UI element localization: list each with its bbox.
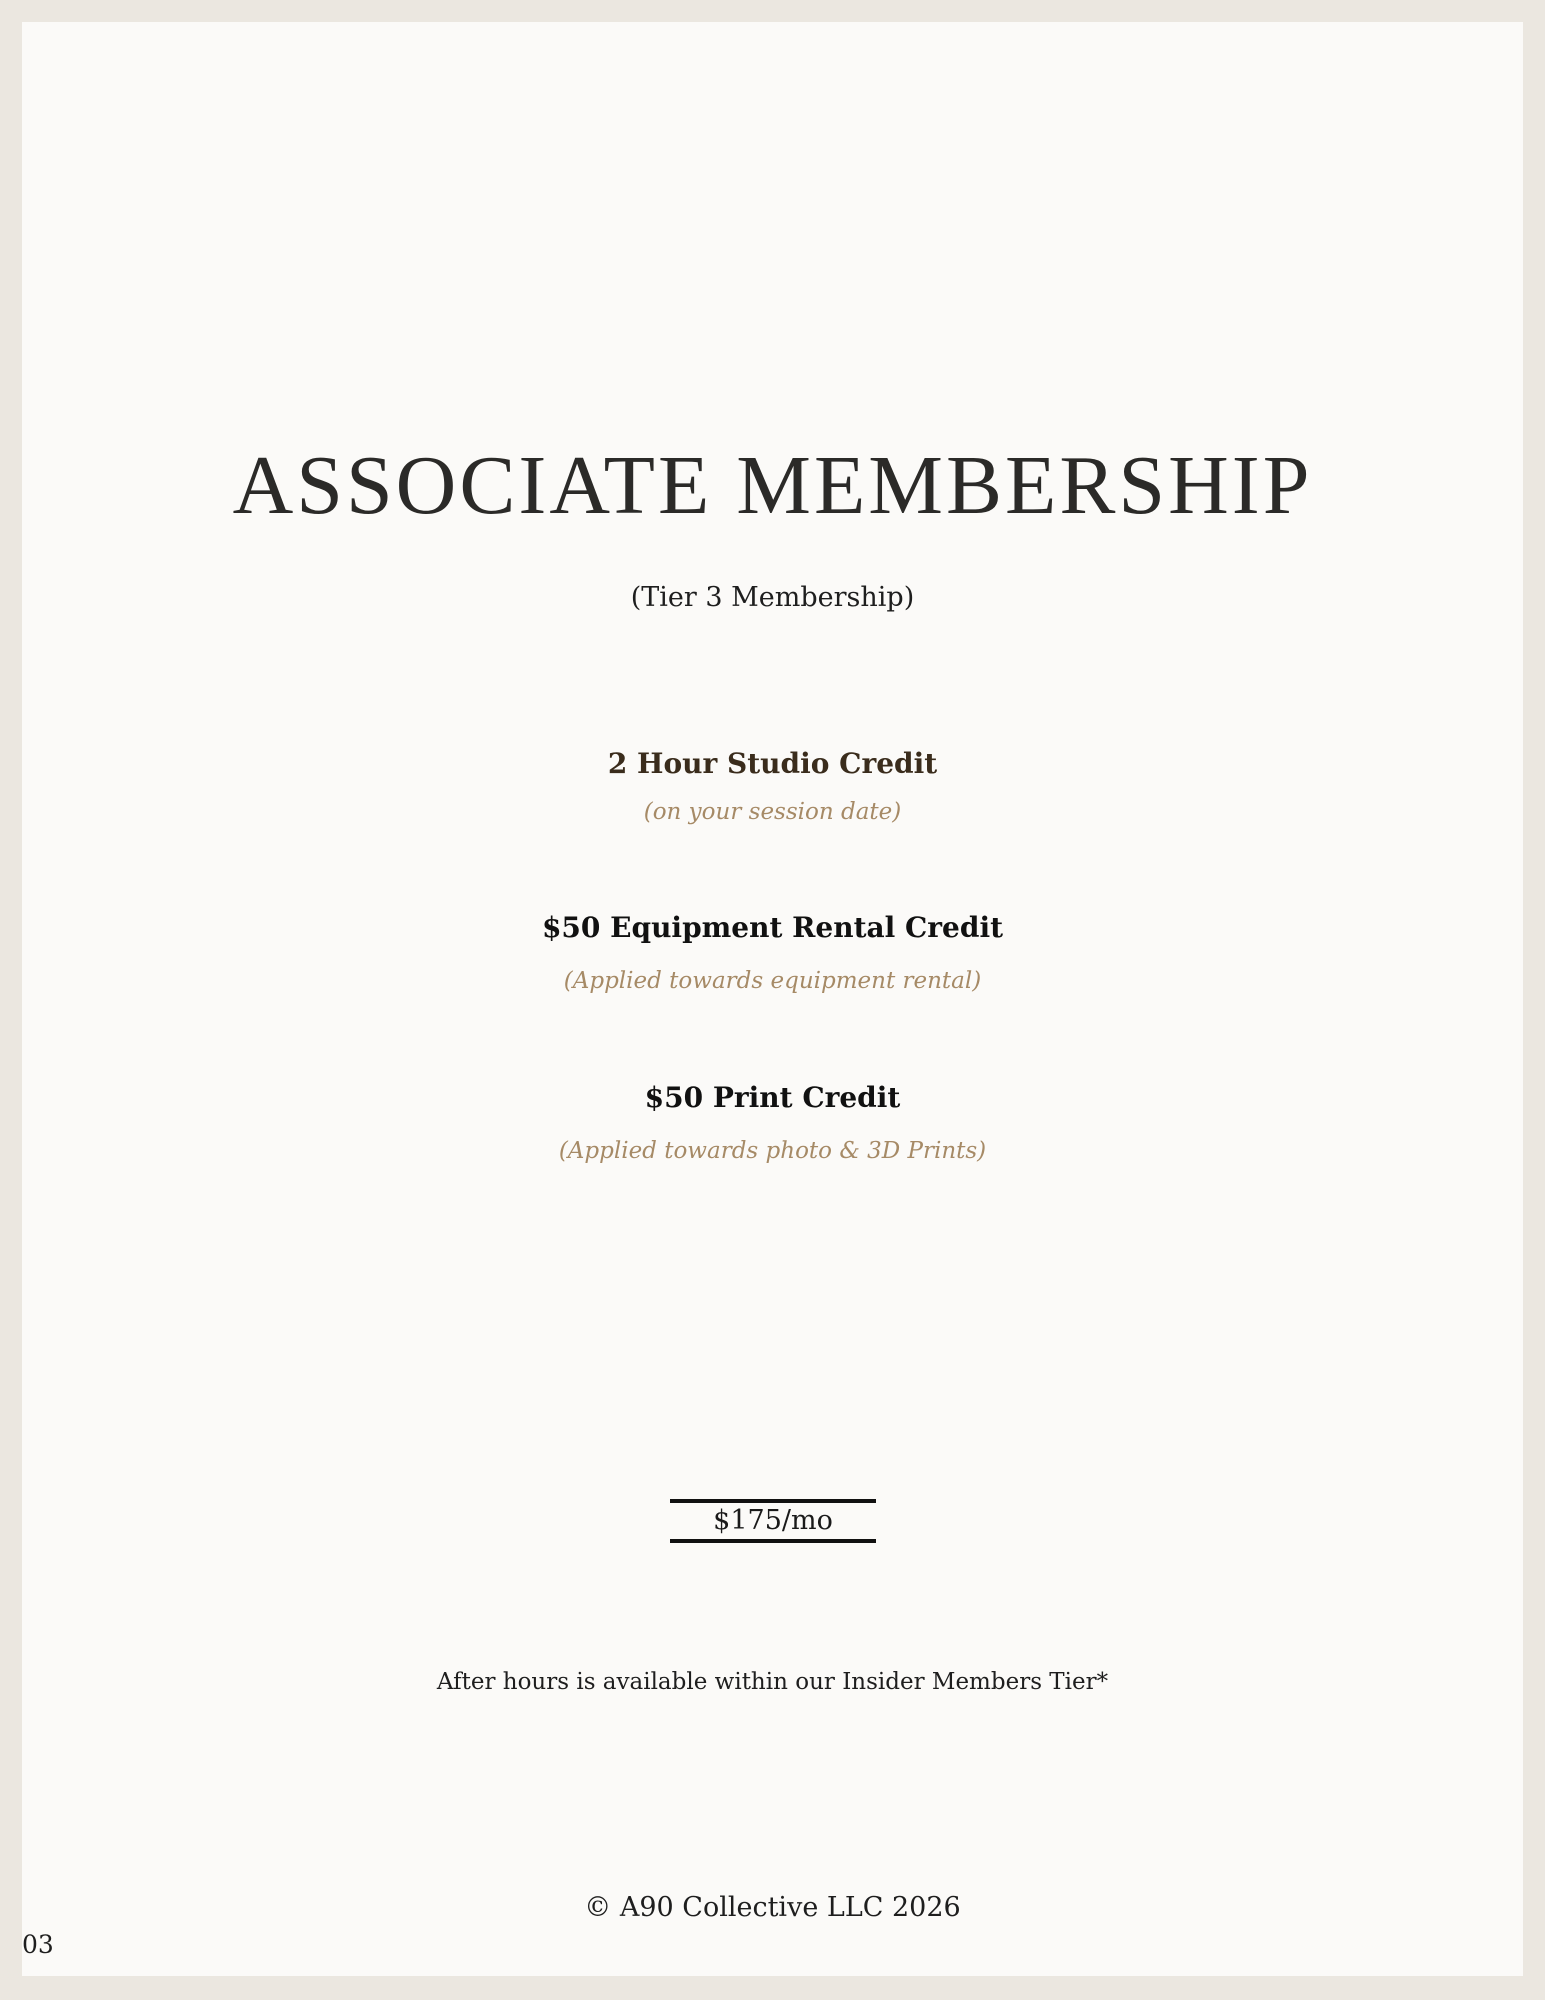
price-label: $175/mo <box>670 1499 876 1543</box>
page-title: ASSOCIATE MEMBERSHIP <box>232 439 1313 532</box>
benefit-title-print-credit: $50 Print Credit <box>644 1081 901 1114</box>
benefit-title-equipment-credit: $50 Equipment Rental Credit <box>541 911 1004 944</box>
benefit-note-equipment-credit: (Applied towards equipment rental) <box>563 968 982 994</box>
copyright-text: © A90 Collective LLC 2026 <box>584 1892 961 1923</box>
benefit-note-studio-credit: (on your session date) <box>643 799 902 825</box>
benefit-title-studio-credit: 2 Hour Studio Credit <box>607 747 938 780</box>
page-subtitle: (Tier 3 Membership) <box>630 582 915 613</box>
page-number: 03 <box>22 1930 54 1959</box>
after-hours-note: After hours is available within our Insider Members Tier* <box>436 1669 1109 1695</box>
benefit-note-print-credit: (Applied towards photo & 3D Prints) <box>558 1138 987 1164</box>
